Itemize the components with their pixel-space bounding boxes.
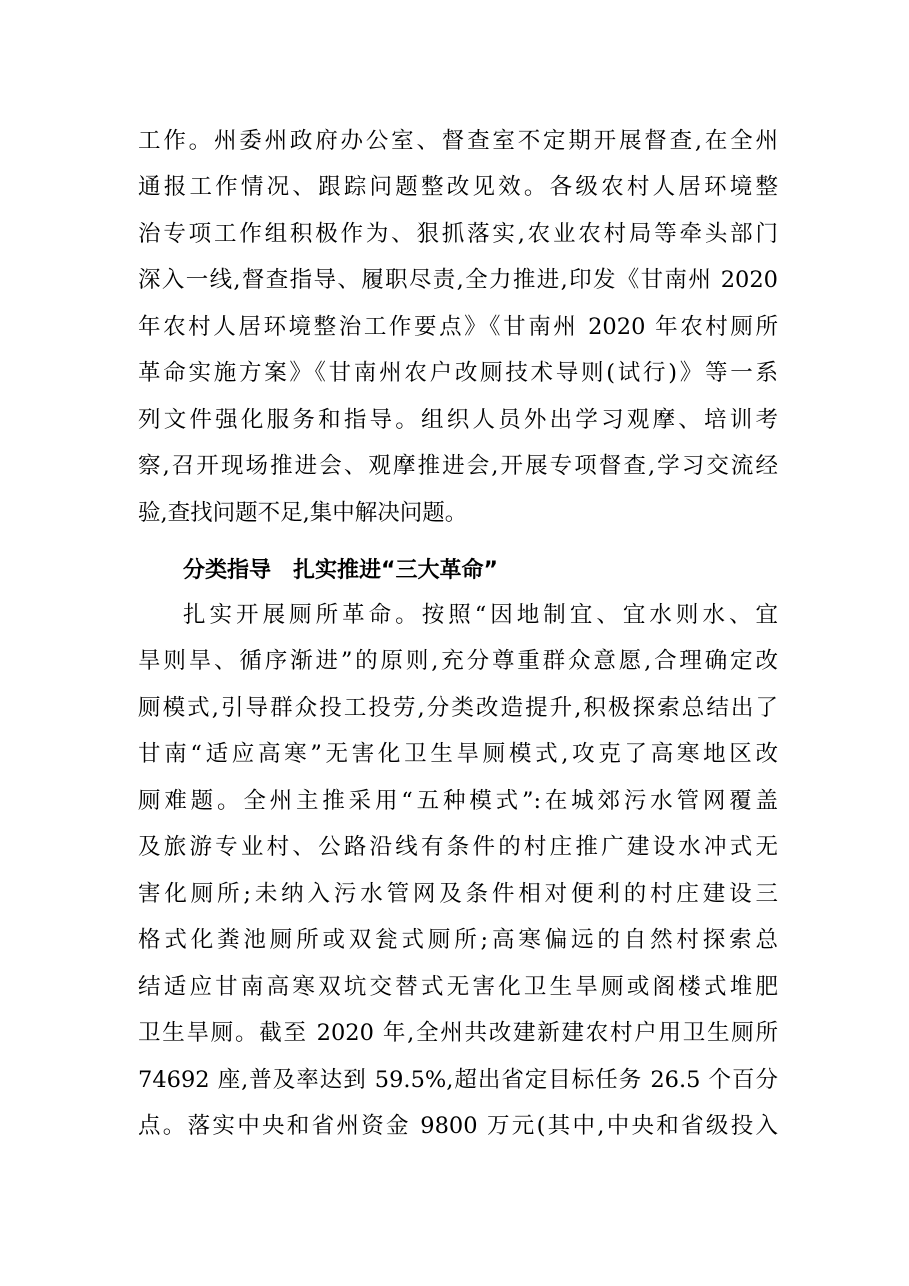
paragraph-1-line: 工作。州委州政府办公室、督查室不定期开展督查,在全州 — [138, 128, 778, 154]
paragraph-2-line: 74692 座,普及率达到 59.5%,超出省定目标任务 26.5 个百分 — [138, 1067, 778, 1093]
paragraph-1-line: 治专项工作组积极作为、狠抓落实,农业农村局等牵头部门 — [138, 221, 778, 247]
paragraph-2-line: 及旅游专业村、公路沿线有条件的村庄推广建设水冲式无 — [138, 834, 778, 860]
paragraph-2-line: 结适应甘南高寒双坑交替式无害化卫生旱厕或阁楼式堆肥 — [138, 974, 778, 1000]
paragraph-1-line: 革命实施方案》《甘南州农户改厕技术导则(试行)》等一系 — [138, 360, 778, 386]
paragraph-1-line: 年农村人居环境整治工作要点》《甘南州 2020 年农村厕所 — [138, 314, 778, 340]
paragraph-2-line: 甘南“适应高寒”无害化卫生旱厕模式,攻克了高寒地区改 — [138, 741, 778, 767]
paragraph-1-line: 深入一线,督查指导、履职尽责,全力推进,印发《甘南州 2020 — [138, 267, 778, 293]
paragraph-2-line: 点。落实中央和省州资金 9800 万元(其中,中央和省级投入 — [138, 1113, 778, 1139]
section-heading: 分类指导 扎实推进“三大革命” — [183, 558, 498, 583]
paragraph-2-line: 厕模式,引导群众投工投劳,分类改造提升,积极探索总结出了 — [138, 695, 778, 721]
paragraph-1-line: 验,查找问题不足,集中解决问题。 — [138, 500, 468, 526]
paragraph-2-line: 旱则旱、循序渐进”的原则,充分尊重群众意愿,合理确定改 — [138, 648, 778, 674]
paragraph-1-line: 列文件强化服务和指导。组织人员外出学习观摩、培训考 — [138, 407, 778, 433]
paragraph-2-line: 厕难题。全州主推采用“五种模式”:在城郊污水管网覆盖 — [138, 788, 778, 814]
paragraph-1-line: 通报工作情况、跟踪问题整改见效。各级农村人居环境整 — [138, 174, 778, 200]
paragraph-2-line: 格式化粪池厕所或双瓮式厕所;高寒偏远的自然村探索总 — [138, 927, 778, 953]
paragraph-2-line: 害化厕所;未纳入污水管网及条件相对便利的村庄建设三 — [138, 881, 778, 907]
paragraph-2-line: 卫生旱厕。截至 2020 年,全州共改建新建农村户用卫生厕所 — [138, 1020, 778, 1046]
paragraph-2-line: 扎实开展厕所革命。按照“因地制宜、宜水则水、宜 — [183, 602, 778, 628]
paragraph-1-line: 察,召开现场推进会、观摩推进会,开展专项督查,学习交流经 — [138, 453, 778, 479]
